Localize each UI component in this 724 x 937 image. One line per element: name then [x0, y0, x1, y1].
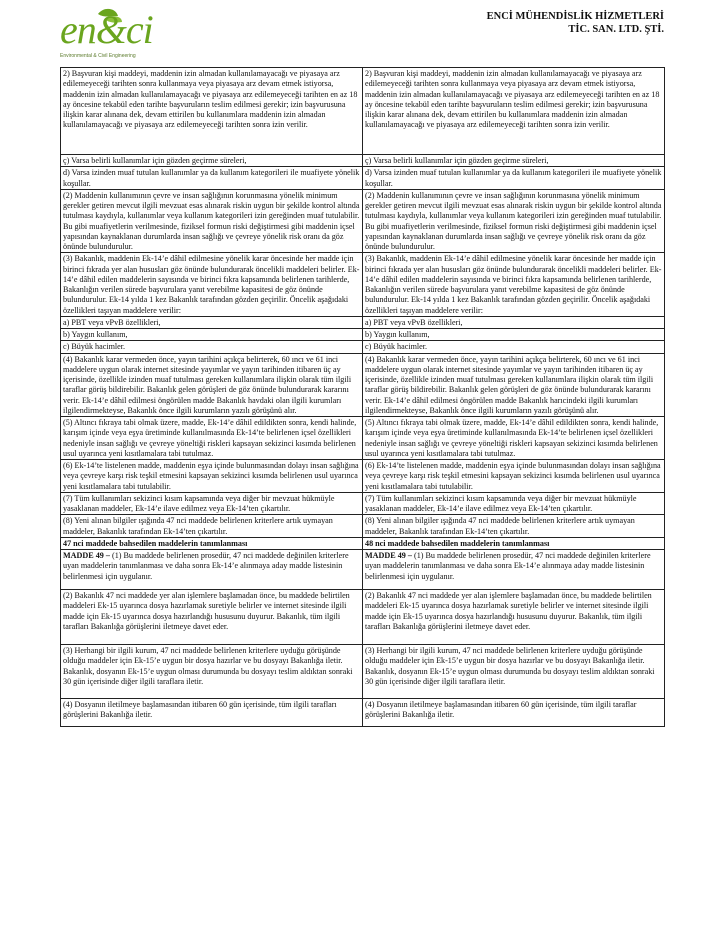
article-text: (1) Bu maddede belirlenen prosedür, 47 nci maddede değinilen kriterlere uyan maddelerin tanımlanması ve daha sonra Ek-14’e alınmaya aday madde listesinin belirlenmesi için uygulanır. [365, 551, 651, 581]
company-line-2: TİC. SAN. LTD. ŞTİ. [568, 24, 664, 35]
left-cell: (4) Bakanlık karar vermeden önce, yayın tarihini açıkça belirterek, 60 ıncı ve 61 inci maddelere uygun olarak internet sitesinde yayımlar ve yayın tarihinden itibaren üç ay içerisinde, özellikle izinden muaf tutulması gereken kullanımlara ilişkin olarak tüm ilgili taraflar görüş bildirebilir. Bakanlık gelen görüşleri de göz önünde bulundurarak kararını verir. Ek-14’e dâhil edilmesi öngörülen madde Bakanlık havdaki olan ilgili kurumları ilgilendirmekteyse, Bakanlık önce ilgili kurumların yazılı görüşünü alır. [61, 353, 363, 417]
section-heading-row [61, 537, 665, 549]
table-row [61, 155, 665, 167]
right-cell: (4) Dosyanın iletilmeye başlamasından itibaren 60 gün içerisinde, tüm ilgili taraflar görüşlerini Bakanlığa iletir. [363, 699, 665, 727]
right-cell [363, 550, 665, 590]
page-header [0, 0, 724, 66]
table-row [61, 515, 665, 538]
table-row [61, 167, 665, 190]
left-cell: (5) Altıncı fıkraya tabi olmak üzere, madde, Ek-14’e dâhil edildikten sonra, kendi halinde, karışım içinde veya eşya üretiminde kullanılmasında Ek-14’te belirlenen içsel özellikleri nedeniyle insan sağlığı ve çevreye yöneltiği riskleri kapsayan sekizinci kısımda belirlenen usul uyarınca yeni kısıtlamalara tabi tutulmaz. [61, 417, 363, 460]
table-row [61, 550, 665, 590]
article-text: (1) Bu maddede belirlenen prosedür, 47 nci maddede değinilen kriterlere uyan maddelerin tanımlanması ve daha sonra Ek-14’e alınmaya aday madde listesinin belirlenmesi için uygulanır. [63, 551, 349, 581]
right-cell: (2) Maddenin kullanımının çevre ve insan sağlığının korunmasına yönelik minimum gerekler getiren mevcut ilgili mevzuat esas alınarak riskin uygun bir şekilde kontrol altında tutulması kaydıyla, kullanımlar veya kullanım kategorileri izin gereğinden muaf tutulabilir. Bu gibi muafiyetlerin verilmesinde, fiziksel formun riski değiştirmesi gibi maddenin içsel yapısından kaynaklanan durumlarda insan sağlığı ve çevreye yönelik risk oranı da göz önünde bulundurulur. [363, 189, 665, 253]
table-row [61, 353, 665, 417]
right-cell: ç) Varsa belirli kullanımlar için gözden geçirme süreleri, [363, 155, 665, 167]
right-cell: c) Büyük hacimler. [363, 341, 665, 353]
left-cell: (4) Dosyanın iletilmeye başlamasından itibaren 60 gün içerisinde, tüm ilgili tarafları görüşlerini Bakanlığa iletir. [61, 699, 363, 727]
left-cell: c) Büyük hacimler. [61, 341, 363, 353]
table-row [61, 645, 665, 699]
right-cell: (2) Bakanlık 47 nci maddede yer alan işlemlere başlamadan önce, bu maddede belirtilen maddeleri Ek-15 uyarınca dosya hazırlamak suretiyle belirler ve internet sitesinde ilgili madde için Ek-15 uyarınca dosya hazırlandığı hususunu duyurur. Bakanlık, tüm ilgili tarafları Bakanlığa görüşlerini iletmeye davet eder. [363, 590, 665, 645]
left-cell: a) PBT veya vPvB özellikleri, [61, 316, 363, 328]
article-label: MADDE 49 – [63, 551, 110, 560]
left-cell: (8) Yeni alınan bilgiler ışığında 47 nci maddede belirlenen kriterlere artık uymayan maddeler, Bakanlık tarafından Ek-14’ten çıkartılır. [61, 515, 363, 538]
right-cell: (6) Ek-14’te listelenen madde, maddenin eşya içinde bulunmasından dolayı insan sağlığına veya çevreye karşı risk teşkil etmesini kapsayan sekizinci kısımda belirlenen usul uyarınca yeni kısıtlamalara tabi tutulabilir. [363, 460, 665, 493]
right-cell: (3) Herhangi bir ilgili kurum, 47 nci maddede belirlenen kriterlere uyduğu görüşünde olduğu maddeler için Ek-15’e uygun bir dosya hazırlar ve bu dosyayı Bakanlığa iletir. Bakanlık, dosyanın Ek-15’e uygun olması durumunda bu dosyayı teslim aldıktan sonraki 30 gün içerisinde diğer ilgili taraflara iletir. [363, 645, 665, 699]
table-row [61, 699, 665, 727]
table-row [61, 316, 665, 328]
right-cell: (5) Altıncı fıkraya tabi olmak üzere, madde, Ek-14’e dâhil edildikten sonra, kendi halinde, karışım içinde veya eşya üretiminde kullanılmasında Ek-14’te belirlenen içsel özellikleri nedeniyle insan sağlığı ve çevreye yöneltiği riskleri kapsayan sekizinci kısımda belirlenen usul uyarınca yeni kısıtlamalara tabi tutulmaz. [363, 417, 665, 460]
right-section-heading: 48 nci maddede bahsedilen maddelerin tanımlanması [363, 537, 665, 549]
left-cell: (7) Tüm kullanımları sekizinci kısım kapsamında veya diğer bir mevzuat hükmüyle yasaklanan maddeler, Ek-14’e ilave edilmez veya Ek-14’ten çıkartılır. [61, 492, 363, 515]
logo-wordmark: en&ci [60, 7, 153, 52]
article-label: MADDE 49 – [365, 551, 412, 560]
table-row [61, 460, 665, 493]
table-row [61, 590, 665, 645]
left-cell: ç) Varsa belirli kullanımlar için gözden geçirme süreleri, [61, 155, 363, 167]
right-cell: (8) Yeni alınan bilgiler ışığında 47 nci maddede belirlenen kriterlere artık uymayan maddeler, Bakanlık tarafından Ek-14’ten çıkartılır. [363, 515, 665, 538]
company-line-1: ENCİ MÜHENDİSLİK HİZMETLERİ [486, 11, 664, 22]
right-cell: d) Varsa izinden muaf tutulan kullanımlar ya da kullanım kategorileri ile muafiyete yönelik koşullar. [363, 167, 665, 190]
company-name [487, 10, 664, 36]
table-row [61, 68, 665, 155]
right-cell: (4) Bakanlık karar vermeden önce, yayın tarihini açıkça belirterek, 60 ıncı ve 61 inci maddelere uygun olarak internet sitesinde yayımlar ve yayın tarihinden itibaren üç ay içerisinde, özellikle izinden muaf tutulması gereken kullanımlara ilişkin olarak tüm ilgili taraflar görüş bildirebilir. Bakanlık gelen görüşleri de göz önünde bulundurarak kararını verir. Ek-14’e dâhil edilmesi öngörülen madde Bakanlık harıcindeki ilgili kurumları ilgilendirmekteyse, Bakanlık önce ilgili kurumların yazılı görüşünü alır. [363, 353, 665, 417]
left-cell: (6) Ek-14’te listelenen madde, maddenin eşya içinde bulunmasından dolayı insan sağlığına veya çevreye karşı risk teşkil etmesini kapsayan sekizinci kısımda belirlenen usul uyarınca yeni kısıtlamalara tabi tutulabilir. [61, 460, 363, 493]
table-row [61, 341, 665, 353]
table-row [61, 189, 665, 253]
left-section-heading: 47 nci maddede bahsedilen maddelerin tanımlanması [61, 537, 363, 549]
right-cell: (7) Tüm kullanımları sekizinci kısım kapsamında veya diğer bir mevzuat hükmüyle yasaklanan maddeler, Ek-14’e ilave edilmez veya Ek-14’ten çıkartılır. [363, 492, 665, 515]
left-cell: b) Yaygın kullanım, [61, 329, 363, 341]
right-cell: (3) Bakanlık, maddenin Ek-14’e dâhil edilmesine yönelik karar öncesinde her madde için birinci fıkrada yer alan hususları göz önünde bulundurarak öncelikli maddeleri belirler. Ek-14’e dâhil edilen maddelerin sayısında ve birinci fıkra kapsamında belirlenen tarihlerde, Bakanlığın verilen sürede başvurulara yanıt verebilme kapasitesi de göz önünde bulundurulur. Ek-14 yılda 1 kez Bakanlık tarafından gözden geçirilir. Öncelik aşağıdaki özellikleri taşıyan maddelere verilir: [363, 253, 665, 317]
left-cell [61, 550, 363, 590]
left-cell: 2) Başvuran kişi maddeyi, maddenin izin almadan kullanılamayacağı ve piyasaya arz edilemeyeceği tarihten sonra kullanmaya veya piyasaya arz devam etmek istiyorsa, maddenin izin almadan kullanılamayacağı ve piyasaya arz edilemeyeceği tarihten en az 18 ay öncesine tekabül eden tarihte başvuruların teslim edilmesi gerekir; izin başvurusuna ilişkin karar alınana dek, devam ettirilen bu kullanımlara maddenin izin almadan kullanılamayacağı ve piyasaya arz edilemeyeceği tarihten sonra izin verilir. [61, 68, 363, 155]
left-cell: (3) Bakanlık, maddenin Ek-14’e dâhil edilmesine yönelik karar öncesinde her madde için birinci fıkrada yer alan hususları göz önünde bulundurarak öncelikli maddeleri belirler. Ek-14’e dâhil edilen maddelerin sayısında ve birinci fıkra kapsamında belirlenen tarihlerde, Bakanlığın verilen sürede başvurulara yanıt verebilme kapasitesi de göz önünde bulundurulur. Ek-14 yılda 1 kez Bakanlık tarafından gözden geçirilir. Öncelik aşağıdaki özellikleri taşıyan maddelere verilir: [61, 253, 363, 317]
table-row [61, 329, 665, 341]
left-cell: d) Varsa izinden muaf tutulan kullanımlar ya da kullanım kategorileri ile muafiyete yönelik koşullar. [61, 167, 363, 190]
comparison-table [60, 67, 665, 727]
table-row [61, 253, 665, 317]
left-cell: (3) Herhangi bir ilgili kurum, 47 nci maddede belirlenen kriterlere uyduğu görüşünde olduğu maddeler için Ek-15’e uygun bir dosya hazırlar ve bu dosyayı Bakanlığa iletir. Bakanlık, dosyanın Ek-15’e uygun olması durumunda bu dosyayı teslim aldıktan sonraki 30 gün içerisinde diğer ilgili taraflara iletir. [61, 645, 363, 699]
table-row [61, 492, 665, 515]
logo-subtitle: Environmental & Civil Engineering [60, 53, 136, 59]
left-cell: (2) Bakanlık 47 nci maddede yer alan işlemlere başlamadan önce, bu maddede belirtilen maddeleri Ek-15 uyarınca dosya hazırlamak suretiyle belirler ve internet sitesinde ilgili madde için Ek-15 uyarınca dosya hazırlandığı hususunu duyurur. Bakanlık, tüm ilgili tarafları Bakanlığa görüşlerini iletmeye davet eder. [61, 590, 363, 645]
left-cell: (2) Maddenin kullanımının çevre ve insan sağlığının korunmasına yönelik minimum gerekler getiren mevcut ilgili mevzuat esas alınarak riskin uygun bir şekilde kontrol altında tutulması kaydıyla, kullanımlar veya kullanım kategorileri izin gereğinden muaf tutulabilir. Bu gibi muafiyetlerin verilmesinde, fiziksel formun riski değiştirmesi gibi maddenin içsel yapısından kaynaklanan durumlarda insan sağlığı ve çevreye yönelik risk oranı da göz önünde bulundurulur. [61, 189, 363, 253]
right-cell: 2) Başvuran kişi maddeyi, maddenin izin almadan kullanılamayacağı ve piyasaya arz edilemeyeceği tarihten sonra kullanmaya veya piyasaya arz devam etmek istiyorsa, maddenin izin almadan kullanılamayacağı ve piyasaya arz edilemeyeceği tarihten en az 18 ay öncesine tekabül eden tarihte başvuruların teslim edilmesi gerekir; izin başvurusuna ilişkin karar alınana dek, devam ettirilen bu kullanımlara maddenin izin almadan kullanılamayacağı ve piyasaya arz edilemeyeceği tarihten sonra izin verilir. [363, 68, 665, 155]
right-cell: b) Yaygın kullanım, [363, 329, 665, 341]
right-cell: a) PBT veya vPvB özellikleri, [363, 316, 665, 328]
table-row [61, 417, 665, 460]
